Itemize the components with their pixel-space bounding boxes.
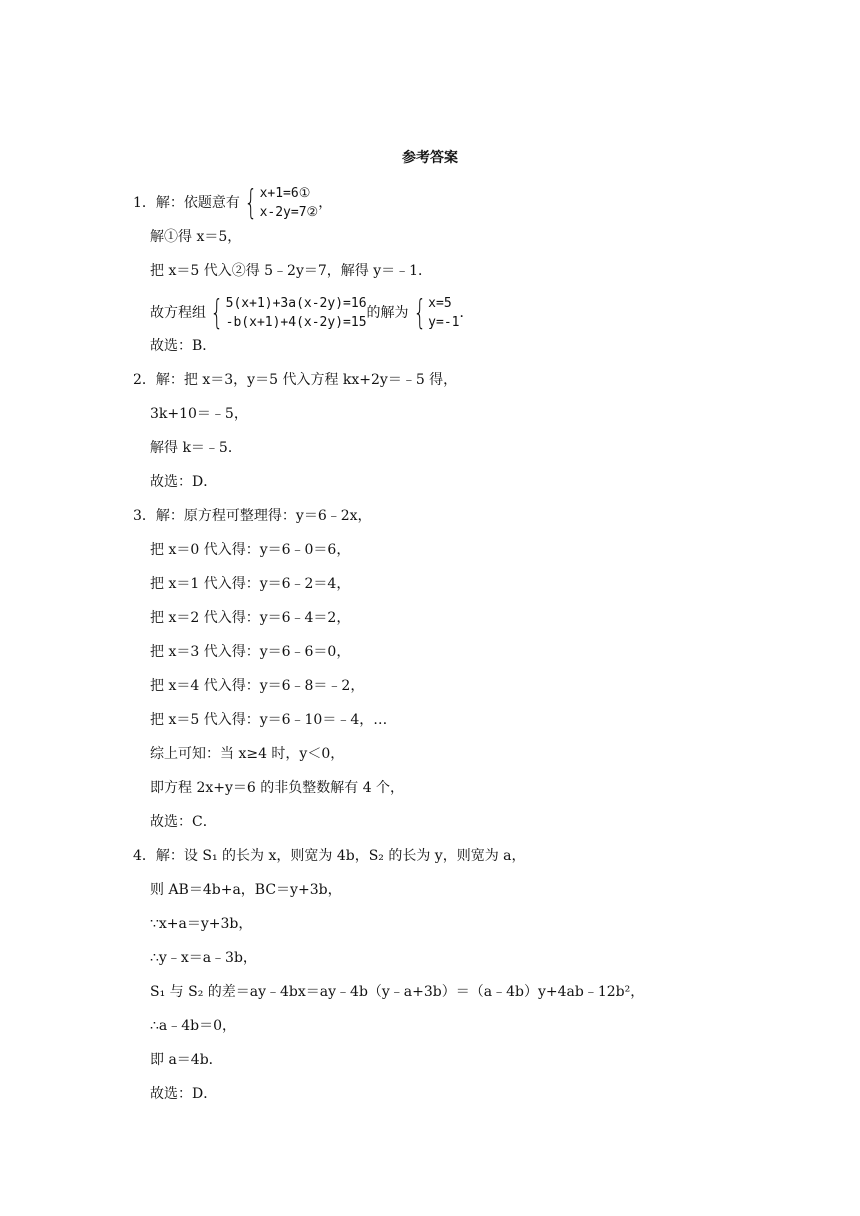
q3-line6: 把 x＝4 代入得：y＝6﹣8＝﹣2， [150,678,365,694]
q4-line7: 即 a＝4b． [150,1052,223,1068]
q3-line3: 把 x＝1 代入得：y＝6﹣2＝4， [150,576,351,592]
q1-comma: ， [318,195,333,211]
q4-line2: 则 AB＝4b+a，BC＝y+3b， [150,882,342,898]
q4-line6: ∴a﹣4b＝0， [150,1018,237,1034]
q1-number: 1． [133,195,156,211]
q3-line4: 把 x＝2 代入得：y＝6﹣4＝2， [150,610,351,626]
q2-text1: 解：把 x＝3，y＝5 代入方程 kx+2y＝﹣5 得， [155,372,458,388]
q1-sol-x: x=5 [428,296,452,311]
q1-sys2-eq2: -b(x+1)+4(x-2y)=15 [225,315,367,330]
brace-icon: { [244,183,258,223]
page-title: 参考答案 [402,150,458,166]
q3-text1: 解：原方程可整理得：y＝6﹣2x， [155,508,372,524]
q2-number: 2． [133,372,156,388]
q1-sol-y: y=-1 [428,315,460,330]
q2-line1 [133,371,457,389]
q1-line2: 解①得 x＝5， [150,229,242,245]
q1-solution [409,294,460,332]
q2-line3: 解得 k＝﹣5． [150,440,242,456]
q1-line4-prefix: 故方程组 [150,305,206,321]
q3-line2: 把 x＝0 代入得：y＝6﹣0＝6， [150,542,351,558]
q1-line4 [150,294,473,332]
q4-line4: ∴y﹣x＝a﹣3b， [150,950,257,966]
q4-line5: S₁ 与 S₂ 的差＝ay﹣4bx＝ay﹣4b（y﹣a+3b）＝（a﹣4b）y+4ab﹣12b²， [150,984,645,1000]
brace-icon: { [210,293,224,333]
q3-line9: 即方程 2x+y＝6 的非负整数解有 4 个， [150,780,405,796]
q4-line3: ∵x+a＝y+3b， [150,916,253,932]
q3-line7: 把 x＝5 代入得：y＝6﹣10＝﹣4，… [150,712,388,728]
q1-intro: 解：依题意有 [155,195,240,211]
q3-line10: 故选：C． [150,814,217,830]
q1-line5: 故选：B． [150,338,217,354]
q1-line4-mid: 的解为 [366,305,409,321]
q4-text1: 解：设 S₁ 的长为 x，则宽为 4b，S₂ 的长为 y，则宽为 a， [155,848,526,864]
q4-number: 4． [133,848,156,864]
q3-line1 [133,507,372,525]
q2-line4: 故选：D． [150,474,218,490]
q3-line5: 把 x＝3 代入得：y＝6﹣6＝0， [150,644,351,660]
q3-line8: 综上可知：当 x≥4 时，y＜0， [150,746,345,762]
q1-line4-end: ． [459,305,474,321]
q4-line8: 故选：D． [150,1086,218,1102]
q1-eq1: x+1=6① [259,186,311,201]
q1-eq2: x-2y=7② [259,205,319,220]
q3-number: 3． [133,508,156,524]
q1-intro-line [133,184,332,222]
q1-sys2-eq1: 5(x+1)+3a(x-2y)=16 [225,296,367,311]
q1-equation-system [240,184,318,222]
q4-line1 [133,847,526,865]
q1-line3: 把 x＝5 代入②得 5﹣2y＝7，解得 y＝﹣1． [150,263,433,279]
q1-system2 [206,294,367,332]
brace-icon: { [412,293,426,333]
q2-line2: 3k+10＝﹣5， [150,406,248,422]
